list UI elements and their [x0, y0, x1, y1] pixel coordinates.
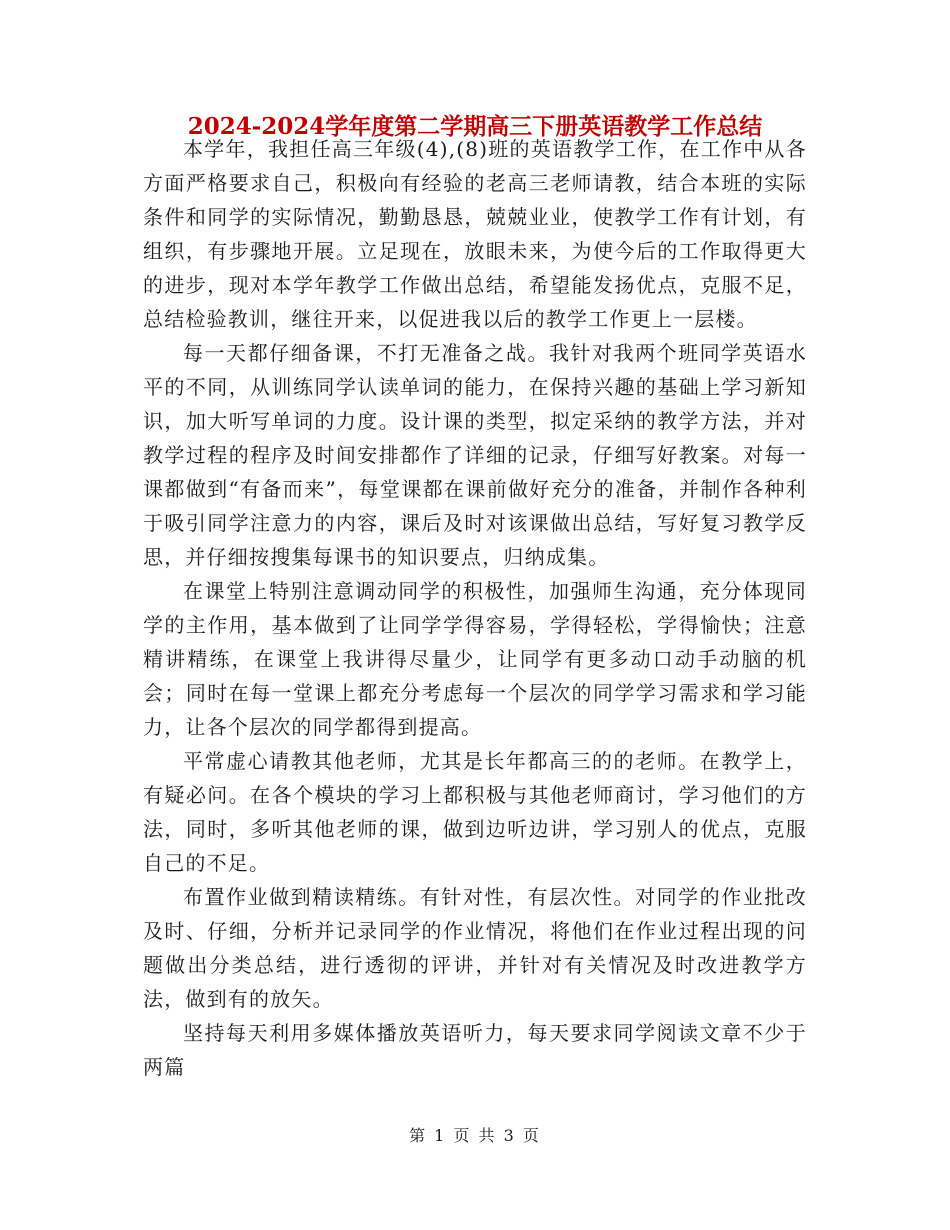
- paragraph: 布置作业做到精读精练。有针对性，有层次性。对同学的作业批改及时、仔细，分析并记录同学的作业情况，将他们在作业过程出现的问题做出分类总结，进行透彻的评讲，并针对有关情况及时改进教学方法，做到有的放矢。: [143, 885, 807, 1011]
- document-body: [143, 132, 807, 1084]
- document-title: 2024-2024学年度第二学期高三下册英语教学工作总结: [187, 113, 763, 140]
- paragraph: 坚持每天利用多媒体播放英语听力，每天要求同学阅读文章不少于两篇: [143, 1021, 807, 1079]
- page-number-footer: 第 1 页 共 3 页: [409, 1126, 541, 1145]
- paragraph: 本学年，我担任高三年级(4),(8)班的英语教学工作，在工作中从各方面严格要求自己，积极向有经验的老高三老师请教，结合本班的实际条件和同学的实际情况，勤勤恳恳，兢兢业业，使教学工作有计划，有组织，有步骤地开展。立足现在，放眼未来，为使今后的工作取得更大的进步，现对本学年教学工作做出总结，希望能发扬优点，克服不足，总结检验教训，继往开来，以促进我以后的教学工作更上一层楼。: [143, 137, 807, 331]
- paragraph: 平常虚心请教其他老师，尤其是长年都高三的的老师。在教学上，有疑必问。在各个模块的学习上都积极与其他老师商讨，学习他们的方法，同时，多听其他老师的课，做到边听边讲，学习别人的优点，克服自己的不足。: [143, 749, 807, 875]
- paragraph: 在课堂上特别注意调动同学的积极性，加强师生沟通，充分体现同学的主作用，基本做到了让同学学得容易，学得轻松，学得愉快；注意精讲精练，在课堂上我讲得尽量少，让同学有更多动口动手动脑的机会；同时在每一堂课上都充分考虑每一个层次的同学学习需求和学习能力，让各个层次的同学都得到提高。: [143, 579, 807, 739]
- paragraph: 每一天都仔细备课，不打无准备之战。我针对我两个班同学英语水平的不同，从训练同学认读单词的能力，在保持兴趣的基础上学习新知识，加大听写单词的力度。设计课的类型，拟定采纳的教学方法，并对教学过程的程序及时间安排都作了详细的记录，仔细写好教案。对每一课都做到“有备而来”，每堂课都在课前做好充分的准备，并制作各种利于吸引同学注意力的内容，课后及时对该课做出总结，写好复习教学反思，并仔细按搜集每课书的知识要点，归纳成集。: [143, 341, 807, 569]
